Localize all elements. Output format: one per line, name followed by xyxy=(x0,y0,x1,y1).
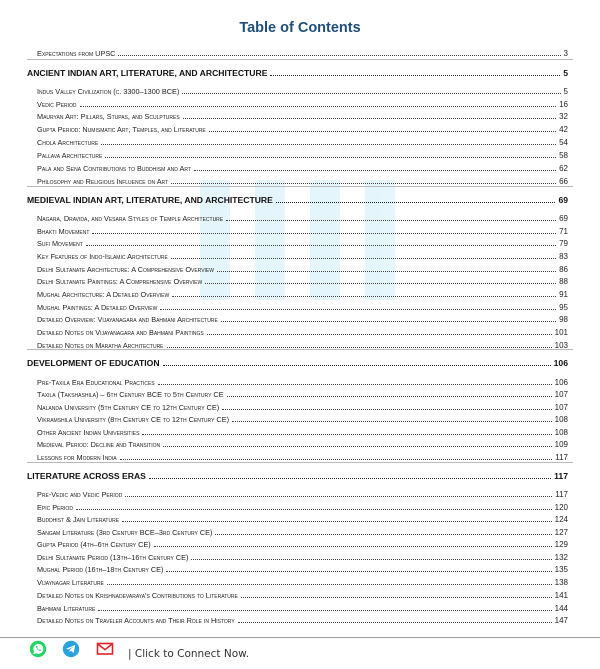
page-number: 141 xyxy=(554,591,568,600)
dot-leader xyxy=(226,211,556,221)
dot-leader xyxy=(86,236,556,246)
toc-entry[interactable] xyxy=(0,588,600,601)
entry-title: Bahmani Literature xyxy=(37,604,96,613)
page-number: 109 xyxy=(554,440,568,449)
toc-entry[interactable] xyxy=(0,236,600,249)
dot-leader xyxy=(163,356,551,366)
page-number: 58 xyxy=(559,151,568,160)
page-number: 54 xyxy=(559,138,568,147)
entry-title: Vijaynagar Literature xyxy=(37,578,104,587)
page-number: 66 xyxy=(559,177,568,186)
toc-section-heading[interactable] xyxy=(0,193,600,206)
page-number: 32 xyxy=(559,112,568,121)
page-number: 91 xyxy=(559,290,568,299)
entry-title: Delhi Sultanate Architecture: A Comprehensive Overview xyxy=(37,265,214,274)
page-number: 3 xyxy=(563,49,568,58)
dot-leader xyxy=(125,487,552,497)
dot-leader xyxy=(276,193,556,203)
page-number: 62 xyxy=(559,164,568,173)
entry-title: Medieval Period: Decline and Transition xyxy=(37,440,161,449)
page-number: 88 xyxy=(559,277,568,286)
entry-title: Gupta Period: Numismatic Art, Temples, and Literature xyxy=(37,125,206,134)
toc-entry[interactable] xyxy=(0,174,600,187)
entry-title: Detailed Notes on Krishnadevaraya's Contributions to Literature xyxy=(37,591,238,600)
dot-leader xyxy=(107,575,552,585)
dot-leader xyxy=(205,274,556,284)
dot-leader xyxy=(120,450,553,460)
entry-title: Delhi Sultanate Period (13th–16th Century CE) xyxy=(37,553,189,562)
dot-leader xyxy=(171,174,556,184)
dot-leader xyxy=(270,66,560,76)
entry-title: Sangam Literature (3rd Century BCE–3rd Century CE) xyxy=(37,528,213,537)
toc-entry[interactable] xyxy=(0,211,600,224)
toc-entry[interactable] xyxy=(0,161,600,174)
toc-entry[interactable] xyxy=(0,613,600,626)
dot-leader xyxy=(238,613,552,623)
page-number: 5 xyxy=(563,87,568,96)
dot-leader xyxy=(118,46,560,56)
entry-title: Mughal Paintings: A Detailed Overview xyxy=(37,303,158,312)
page-number: 86 xyxy=(559,265,568,274)
entry-title: Buddhist & Jain Literature xyxy=(37,515,120,524)
entry-title: Mauryan Art: Pillars, Stupas, and Sculptures xyxy=(37,112,180,121)
dot-leader xyxy=(149,469,551,479)
page-number: 107 xyxy=(554,403,568,412)
toc-entry[interactable] xyxy=(0,312,600,325)
page-number: 124 xyxy=(554,515,568,524)
toc-entry[interactable] xyxy=(0,338,600,351)
dot-leader xyxy=(76,500,552,510)
dot-leader xyxy=(171,249,556,259)
toc-entry[interactable] xyxy=(0,437,600,450)
page-number: 71 xyxy=(559,227,568,236)
dot-leader xyxy=(172,287,556,297)
section-title: LITERATURE ACROSS ERAS xyxy=(27,471,146,481)
toc-entry[interactable] xyxy=(0,325,600,338)
entry-title: Philosophy and Religious Influence on Art xyxy=(37,177,169,186)
entry-title: Pre-Taxila Era Educational Practices xyxy=(37,378,155,387)
entry-title: Nagara, Dravida, and Vesara Styles of Temple Architecture xyxy=(37,214,224,223)
page-number: 135 xyxy=(554,565,568,574)
toc-entry[interactable] xyxy=(0,122,600,135)
entry-title: Mughal Period (16th–18th Century CE) xyxy=(37,565,164,574)
page-number: 147 xyxy=(554,616,568,625)
dot-leader xyxy=(101,135,556,145)
page-number: 106 xyxy=(554,378,568,387)
page-number: 117 xyxy=(555,453,568,462)
page-number: 69 xyxy=(558,195,568,205)
dot-leader xyxy=(222,400,552,410)
mail-icon[interactable] xyxy=(96,641,114,659)
page-number: 138 xyxy=(554,578,568,587)
toc-entry[interactable] xyxy=(0,387,600,400)
page-number: 108 xyxy=(554,415,568,424)
dot-leader xyxy=(160,300,556,310)
entry-title: Expectations from UPSC xyxy=(37,49,116,58)
entry-title: Detailed Overview: Vijayanagara and Bahmani Architecture xyxy=(37,315,218,324)
dot-leader xyxy=(163,437,552,447)
page-number: 120 xyxy=(554,503,568,512)
toc-entry[interactable] xyxy=(0,84,600,97)
toc-entry[interactable] xyxy=(0,562,600,575)
entry-title: Sufi Movement xyxy=(37,239,83,248)
entry-title: Nalanda University (5th Century CE to 12th Century CE) xyxy=(37,403,220,412)
entry-title: Delhi Sultanate Paintings: A Comprehensive Overview xyxy=(37,277,203,286)
page-number: 132 xyxy=(554,553,568,562)
entry-title: Detailed Notes on Vijayanagara and Bahmani Paintings xyxy=(37,328,204,337)
dot-leader xyxy=(215,525,551,535)
dot-leader xyxy=(241,588,552,598)
dot-leader xyxy=(227,387,552,397)
page-number: 127 xyxy=(554,528,568,537)
section-title: ANCIENT INDIAN ART, LITERATURE, AND ARCHITECTURE xyxy=(27,68,268,78)
toc-entry[interactable] xyxy=(0,537,600,550)
dot-leader xyxy=(191,550,551,560)
page-number: 83 xyxy=(559,252,568,261)
toc-entry[interactable] xyxy=(0,512,600,525)
footer-bar xyxy=(0,638,600,669)
dot-leader xyxy=(142,425,551,435)
section-title: DEVELOPMENT OF EDUCATION xyxy=(27,358,160,368)
dot-leader xyxy=(221,312,556,322)
entry-title: Detailed Notes on Maratha Architecture xyxy=(37,341,164,350)
page-number: 42 xyxy=(559,125,568,134)
dot-leader xyxy=(232,412,552,422)
dot-leader xyxy=(194,161,556,171)
dot-leader xyxy=(166,562,551,572)
dot-leader xyxy=(105,148,556,158)
page-number: 108 xyxy=(554,428,568,437)
entry-title: Vikramshila University (8th Century CE to 12th Century CE) xyxy=(37,415,229,424)
page-number: 98 xyxy=(559,315,568,324)
entry-title: Indus Valley Civilization (c. 3300–1300 BCE) xyxy=(37,87,180,96)
toc-entry[interactable] xyxy=(0,274,600,287)
toc-entry[interactable] xyxy=(0,135,600,148)
dot-leader xyxy=(217,262,556,272)
dot-leader xyxy=(122,512,552,522)
page-number: 95 xyxy=(559,303,568,312)
entry-title: Bhakti Movement xyxy=(37,227,90,236)
dot-leader xyxy=(207,325,552,335)
page-number: 5 xyxy=(563,68,568,78)
entry-title: Pala and Sena Contributions to Buddhism and Art xyxy=(37,164,191,173)
entry-title: Epic Period xyxy=(37,503,73,512)
page-number: 79 xyxy=(559,239,568,248)
toc-entry[interactable] xyxy=(0,249,600,262)
entry-title: Taxila (Takshashila) – 6th Century BCE to 5th Century CE xyxy=(37,390,224,399)
whatsapp-icon[interactable] xyxy=(29,640,47,658)
dot-leader xyxy=(158,375,552,385)
toc-entry[interactable] xyxy=(0,148,600,161)
entry-title: Key Features of Indo-Islamic Architecture xyxy=(37,252,168,261)
entry-title: Detailed Notes on Traveler Accounts and Their Role in History xyxy=(37,616,235,625)
toc-entry[interactable] xyxy=(0,109,600,122)
dot-leader xyxy=(92,224,556,234)
toc-entry[interactable] xyxy=(0,287,600,300)
page-number: 16 xyxy=(559,100,568,109)
dot-leader xyxy=(167,338,552,348)
page-number: 106 xyxy=(553,358,568,368)
toc-entry[interactable] xyxy=(0,450,600,463)
entry-title: Gupta Period (4th–6th Century CE) xyxy=(37,540,151,549)
page-number: 144 xyxy=(554,604,568,613)
entry-title: Chola Architecture xyxy=(37,138,99,147)
entry-title: Other Ancient Indian Universities xyxy=(37,428,140,437)
toc-entry[interactable] xyxy=(0,46,600,59)
connect-cta[interactable]: | Click to Connect Now. xyxy=(128,648,250,660)
page-number: 69 xyxy=(559,214,568,223)
dot-leader xyxy=(182,84,560,94)
entry-title: Mughal Architecture: A Detailed Overview xyxy=(37,290,170,299)
toc-section-heading[interactable] xyxy=(0,356,600,369)
section-title: MEDIEVAL INDIAN ART, LITERATURE, AND ARCHITECTURE xyxy=(27,195,273,205)
entry-title: Vedic Period xyxy=(37,100,77,109)
entry-title: Lessons for Modern India xyxy=(37,453,117,462)
toc-section-heading[interactable] xyxy=(0,469,600,482)
dot-leader xyxy=(154,537,552,547)
toc-entry[interactable] xyxy=(0,575,600,588)
dot-leader xyxy=(183,109,556,119)
page-title: Table of Contents xyxy=(239,20,361,36)
entry-title: Pre-Vedic and Vedic Period xyxy=(37,490,123,499)
dot-leader xyxy=(209,122,556,132)
dot-leader xyxy=(80,97,557,107)
toc-entry[interactable] xyxy=(0,487,600,500)
entry-title: Pallava Architecture xyxy=(37,151,103,160)
telegram-icon[interactable] xyxy=(62,640,80,658)
page-number: 101 xyxy=(554,328,568,337)
page-number: 129 xyxy=(554,540,568,549)
page-number: 117 xyxy=(554,471,568,481)
page-number: 107 xyxy=(554,390,568,399)
dot-leader xyxy=(98,601,551,611)
toc-entry[interactable] xyxy=(0,412,600,425)
page-number: 117 xyxy=(555,490,568,499)
toc-section-heading[interactable] xyxy=(0,66,600,79)
page-number: 103 xyxy=(554,341,568,350)
